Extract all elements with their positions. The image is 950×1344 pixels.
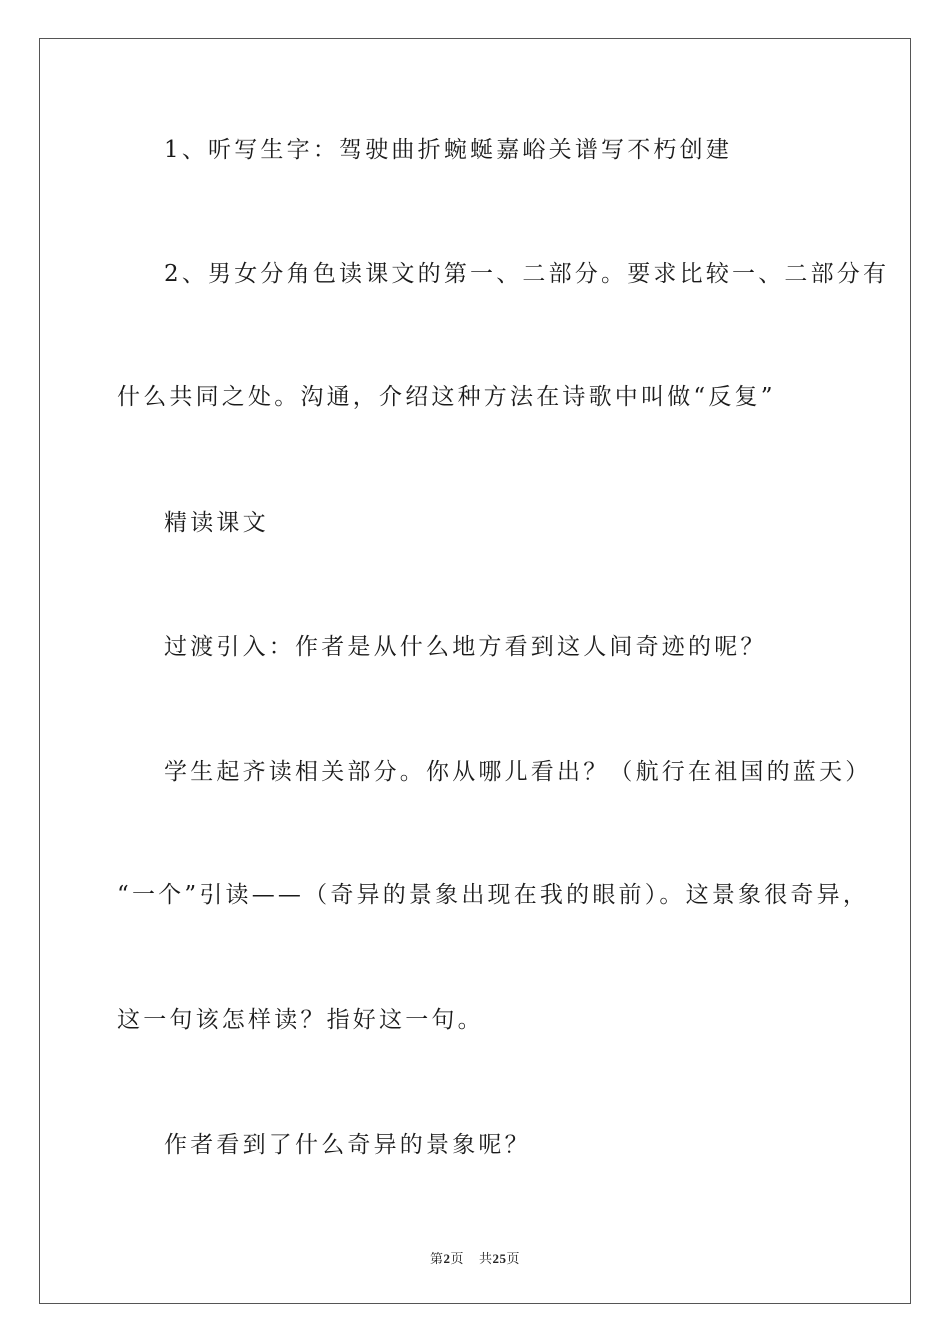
- paragraph-line-8: 这一句该怎样读？指好这一句。: [117, 1007, 484, 1033]
- total-page-count: 25: [492, 1251, 507, 1266]
- page-footer: [0, 1248, 950, 1267]
- footer-prefix: 第: [429, 1251, 444, 1266]
- section-heading: 精读课文: [164, 510, 269, 536]
- paragraph-line-5: 过渡引入：作者是从什么地方看到这人间奇迹的呢？: [164, 634, 767, 660]
- page-border: [39, 38, 911, 1304]
- paragraph-line-9: 作者看到了什么奇异的景象呢？: [164, 1132, 531, 1158]
- footer-total-suffix: 页: [506, 1251, 521, 1266]
- footer-total-prefix: 共: [479, 1251, 493, 1266]
- paragraph-line-2: 2、男女分角色读课文的第一、二部分。要求比较一、二部分有: [164, 261, 890, 287]
- current-page-number: 2: [443, 1251, 451, 1266]
- paragraph-line-7: “一个”引读——（奇异的景象出现在我的眼前）。这景象很奇异，: [117, 882, 870, 908]
- paragraph-line-6: 学生起齐读相关部分。你从哪儿看出？（航行在祖国的蓝天）: [164, 759, 872, 785]
- paragraph-line-1: 1、听写生字：驾驶曲折蜿蜒嘉峪关谱写不朽创建: [164, 137, 733, 163]
- paragraph-line-3: 什么共同之处。沟通，介绍这种方法在诗歌中叫做“反复”: [117, 384, 776, 410]
- footer-page-suffix: 页: [450, 1251, 464, 1266]
